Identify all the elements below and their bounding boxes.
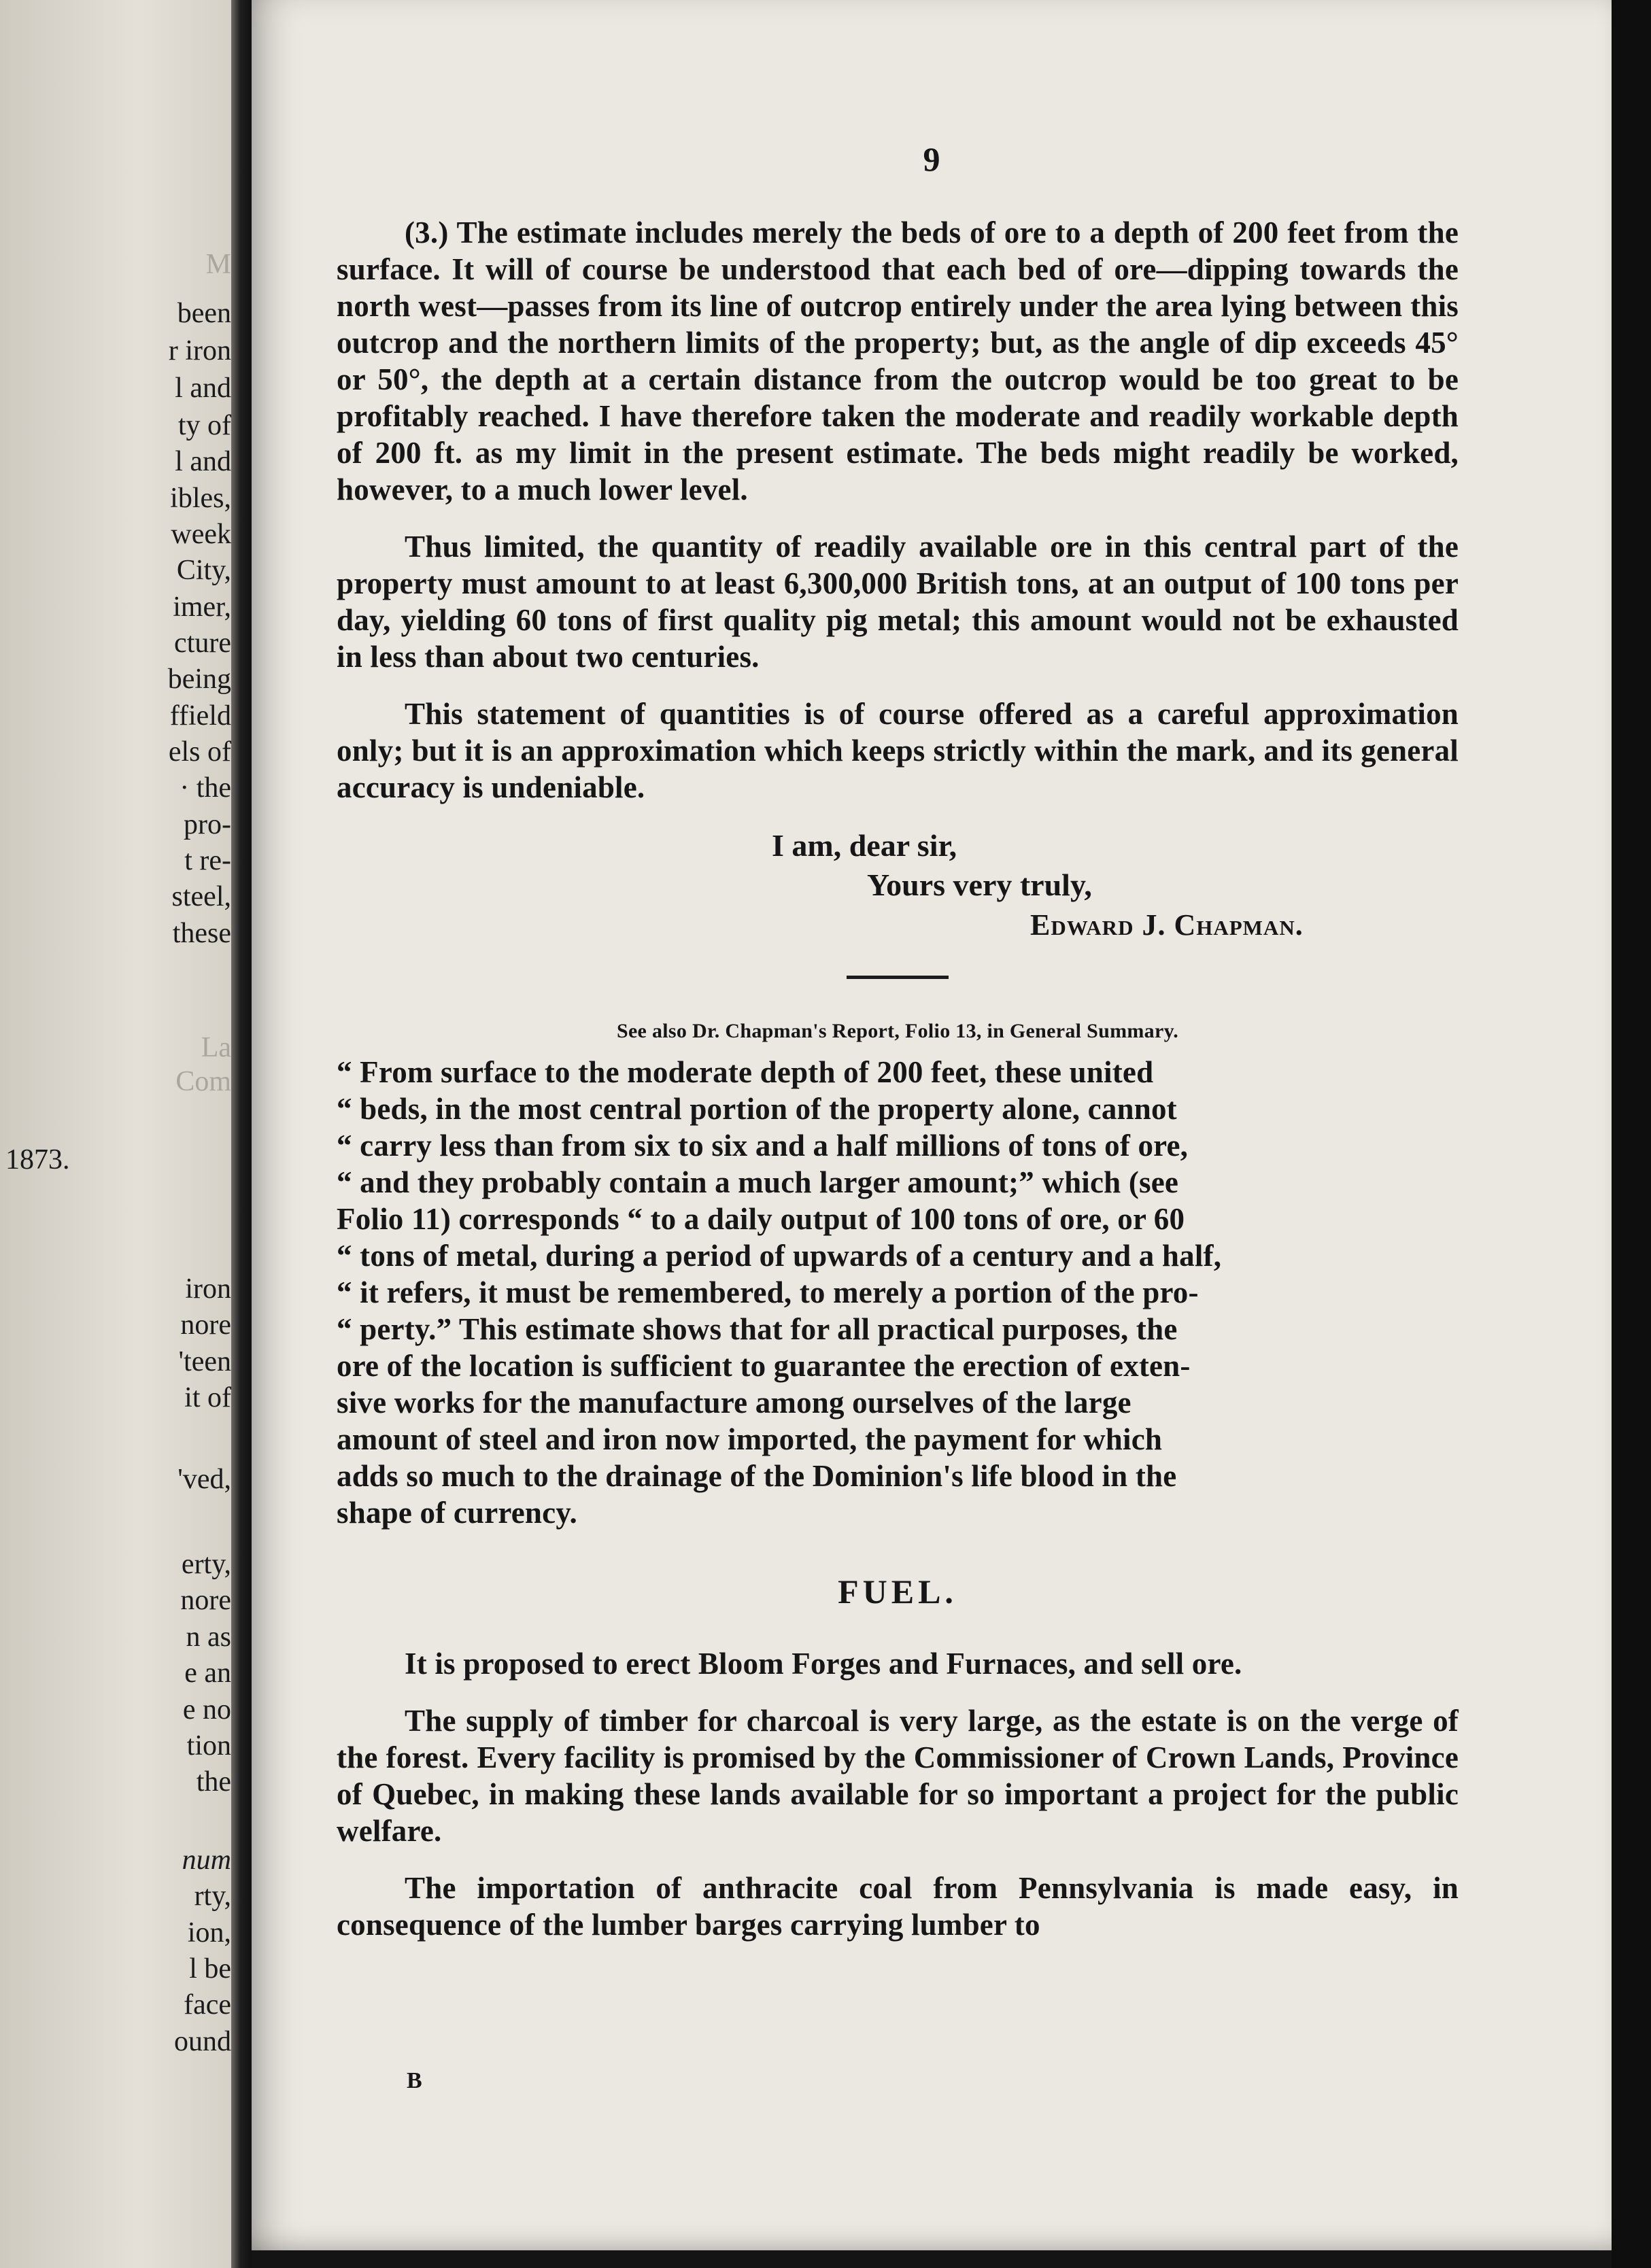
left-page-fragment: the [196,1766,231,1798]
quote-line: “ and they probably contain a much larger amount;” which (see [337,1165,1179,1199]
left-page-fragment: Com [175,1066,231,1097]
quote-line: adds so much to the drainage of the Dominion's life blood in the [337,1459,1177,1493]
left-page-fragment: iron [185,1273,231,1305]
quote-line: “ beds, in the most central portion of the property alone, cannot [337,1092,1177,1126]
left-page-fragment: erty, [181,1549,231,1580]
left-page-fragment: week [171,519,231,550]
left-page-fragment: tion [186,1730,231,1762]
left-page-fragment: ty of [177,410,231,441]
left-page-fragment: pro- [184,809,231,840]
fuel-heading: FUEL. [838,1573,957,1611]
closing-valediction: Yours very truly, [867,867,1092,902]
left-page-fragment: been [177,298,231,329]
left-page-fragment: City, [176,555,231,586]
signature: Edward J. Chapman. [1030,908,1304,942]
paragraph-timber: The supply of timber for charcoal is very large, as the estate is on the verge of the forest. Every facility is promised by the Commissioner of Crown Lands, Province of Quebec, in making these lands available for so important a project for the public welfare. [337,1704,1459,1848]
paragraph-anthracite: The importation of anthracite coal from Pennsylvania is made easy, in consequence of the lumber barges carrying lumber to [337,1871,1459,1942]
quote-line: “ perty.” This estimate shows that for all practical purposes, the [337,1312,1178,1346]
printer-signature-mark: B [407,2068,422,2093]
paragraph-quantity: Thus limited, the quantity of readily available ore in this central part of the property must amount to at least 6,300,000 British tons, at an output of 100 tons per day, yielding 60 tons of first quality pig metal; this amount would not be exhausted in less than about two centuries. [337,530,1459,674]
left-page-fragment: imer, [173,591,231,623]
quote-line: amount of steel and iron now imported, the payment for which [337,1422,1163,1456]
left-page-fragment: els of [168,736,231,768]
quote-line: “ tons of metal, during a period of upwards of a century and a half, [337,1239,1222,1273]
see-also-note: See also Dr. Chapman's Report, Folio 13, in General Summary. [616,1020,1179,1042]
left-page-fragment: M [205,249,231,280]
left-page-fragment: ound [174,2026,231,2057]
left-page-fragment: it of [184,1382,231,1413]
left-page-fragment: e an [184,1657,231,1689]
paragraph-approximation: This statement of quantities is of course offered as a careful approximation only; but it is an approximation which keeps strictly within the mark, and its general accuracy is undeniable. [337,697,1459,804]
left-facing-page [0,0,231,2268]
left-page-fragment: num [182,1844,231,1876]
letter-body [337,214,1459,1963]
left-page-fragment: these [172,918,231,949]
main-page [252,0,1612,2250]
paragraph-estimate: (3.) The estimate includes merely the beds of ore to a depth of 200 feet from the surface. It will of course be understood that each bed of ore—dipping towards the north west—passes from its line of outcrop entirely under the area lying between this outcrop and the northern limits of the property; but, as the angle of dip exceeds 45° or 50°, the depth at a certain distance from the outcrop would be too great to be profitably reached. I have therefore taken the moderate and readily workable depth of 200 ft. as my limit in the present estimate. The beds might readily be worked, however, to a much lower level. [337,216,1459,506]
left-page-fragment: ion, [187,1917,231,1948]
left-page-fragment: 1873. [5,1144,70,1175]
quote-line: “ carry less than from six to six and a half millions of tons of ore, [337,1129,1189,1163]
book-gutter [231,0,252,2268]
left-page-fragment: l be [189,1953,231,1984]
left-page-fragment: l and [175,373,231,404]
left-page-fragment: r iron [168,335,231,366]
left-page-fragment: La [201,1032,231,1063]
left-page-fragment: l and [175,446,231,477]
section-divider [847,976,949,979]
left-page-fragment: cture [174,628,231,659]
quote-line: sive works for the manufacture among ourselves of the large [337,1386,1131,1420]
quote-line: Folio 11) corresponds “ to a daily output of 100 tons of ore, or 60 [337,1202,1185,1236]
left-page-fragment: face [184,1989,231,2021]
left-page-fragment: nore [180,1585,231,1616]
quoted-report [337,1054,1459,1531]
quote-line: shape of currency. [337,1496,577,1530]
left-page-fragment: e no [182,1694,231,1725]
paragraph-bloom-forges: It is proposed to erect Bloom Forges and Furnaces, and sell ore. [405,1647,1242,1681]
left-page-fragment: n as [186,1621,231,1653]
left-page-fragment: ffield [169,700,231,732]
scan-background-edge [1612,0,1651,2268]
quote-paragraph [337,1054,1459,1531]
left-page-fragment: · the [180,772,231,804]
quote-line: ore of the location is sufficient to guarantee the erection of exten- [337,1349,1191,1383]
left-page-fragment: 'ved, [177,1464,231,1495]
left-page-fragment: 'teen [178,1346,231,1377]
quote-line: “ From surface to the moderate depth of 200 feet, these united [337,1055,1154,1089]
left-page-fragment: rty, [194,1880,231,1912]
page-number: 9 [923,140,940,178]
left-page-fragment: t re- [184,845,231,876]
left-page-fragment: being [167,664,231,695]
left-page-fragment: steel, [171,881,231,912]
closing-salutation: I am, dear sir, [772,828,957,863]
quote-line: “ it refers, it must be remembered, to merely a portion of the pro- [337,1275,1199,1309]
left-page-fragment: ibles, [170,483,231,514]
left-page-fragment: nore [180,1309,231,1341]
